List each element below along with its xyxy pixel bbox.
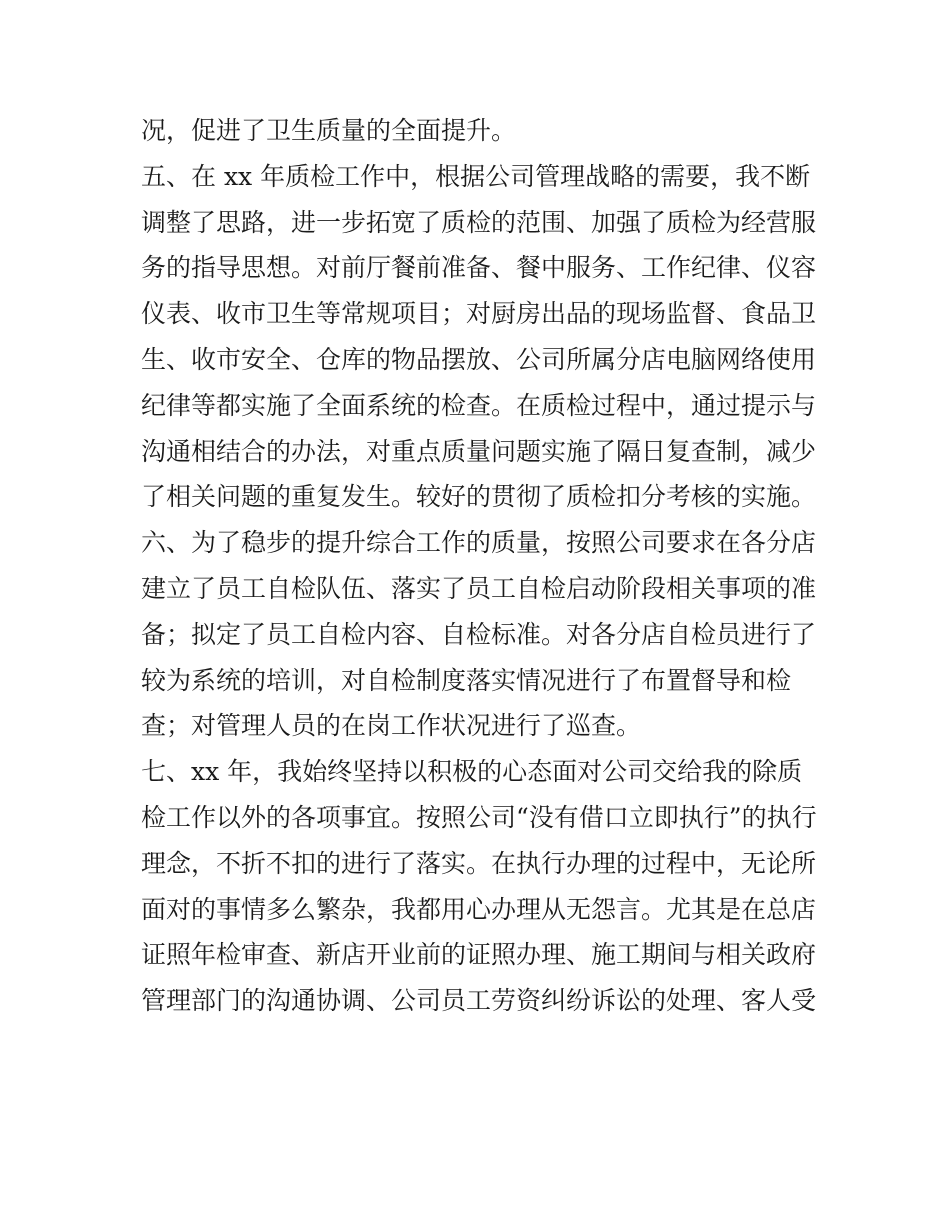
text-line: 纪律等都实施了全面系统的检查。在质检过程中，通过提示与	[141, 390, 817, 420]
text-line: 证照年检审查、新店开业前的证照办理、施工期间与相关政府	[141, 940, 817, 970]
text-line: 五、在 xx 年质检工作中，根据公司管理战略的需要，我不断	[141, 161, 811, 191]
text-line: 七、xx 年，我始终坚持以积极的心态面对公司交给我的除质	[141, 757, 803, 787]
text-line: 生、收市安全、仓库的物品摆放、公司所属分店电脑网络使用	[141, 344, 817, 374]
text-line: 调整了思路，进一步拓宽了质检的范围、加强了质检为经营服	[141, 207, 817, 237]
text-line: 了相关问题的重复发生。较好的贯彻了质检扣分考核的实施。	[141, 482, 817, 512]
text-line: 务的指导思想。对前厅餐前准备、餐中服务、工作纪律、仪容	[141, 253, 817, 283]
text-line: 检工作以外的各项事宜。按照公司“没有借口立即执行”的执行	[141, 802, 817, 832]
text-line: 六、为了稳步的提升综合工作的质量，按照公司要求在各分店	[141, 528, 817, 558]
text-line: 仪表、收市卫生等常规项目；对厨房出品的现场监督、食品卫	[141, 299, 817, 329]
text-line: 况，促进了卫生质量的全面提升。	[141, 116, 517, 145]
text-line: 建立了员工自检队伍、落实了员工自检启动阶段相关事项的准	[141, 573, 817, 603]
text-line: 沟通相结合的办法，对重点质量问题实施了隔日复查制，减少	[141, 436, 817, 466]
text-line: 理念，不折不扣的进行了落实。在执行办理的过程中，无论所	[141, 848, 817, 878]
text-line: 备；拟定了员工自检内容、自检标准。对各分店自检员进行了	[141, 619, 817, 649]
text-line: 管理部门的沟通协调、公司员工劳资纠纷诉讼的处理、客人受	[141, 986, 817, 1016]
document-body	[141, 108, 821, 1024]
text-line: 面对的事情多么繁杂，我都用心办理从无怨言。尤其是在总店	[141, 894, 817, 924]
text-line: 较为系统的培训，对自检制度落实情况进行了布置督导和检	[141, 665, 792, 695]
text-line: 查；对管理人员的在岗工作状况进行了巡查。	[141, 711, 642, 741]
